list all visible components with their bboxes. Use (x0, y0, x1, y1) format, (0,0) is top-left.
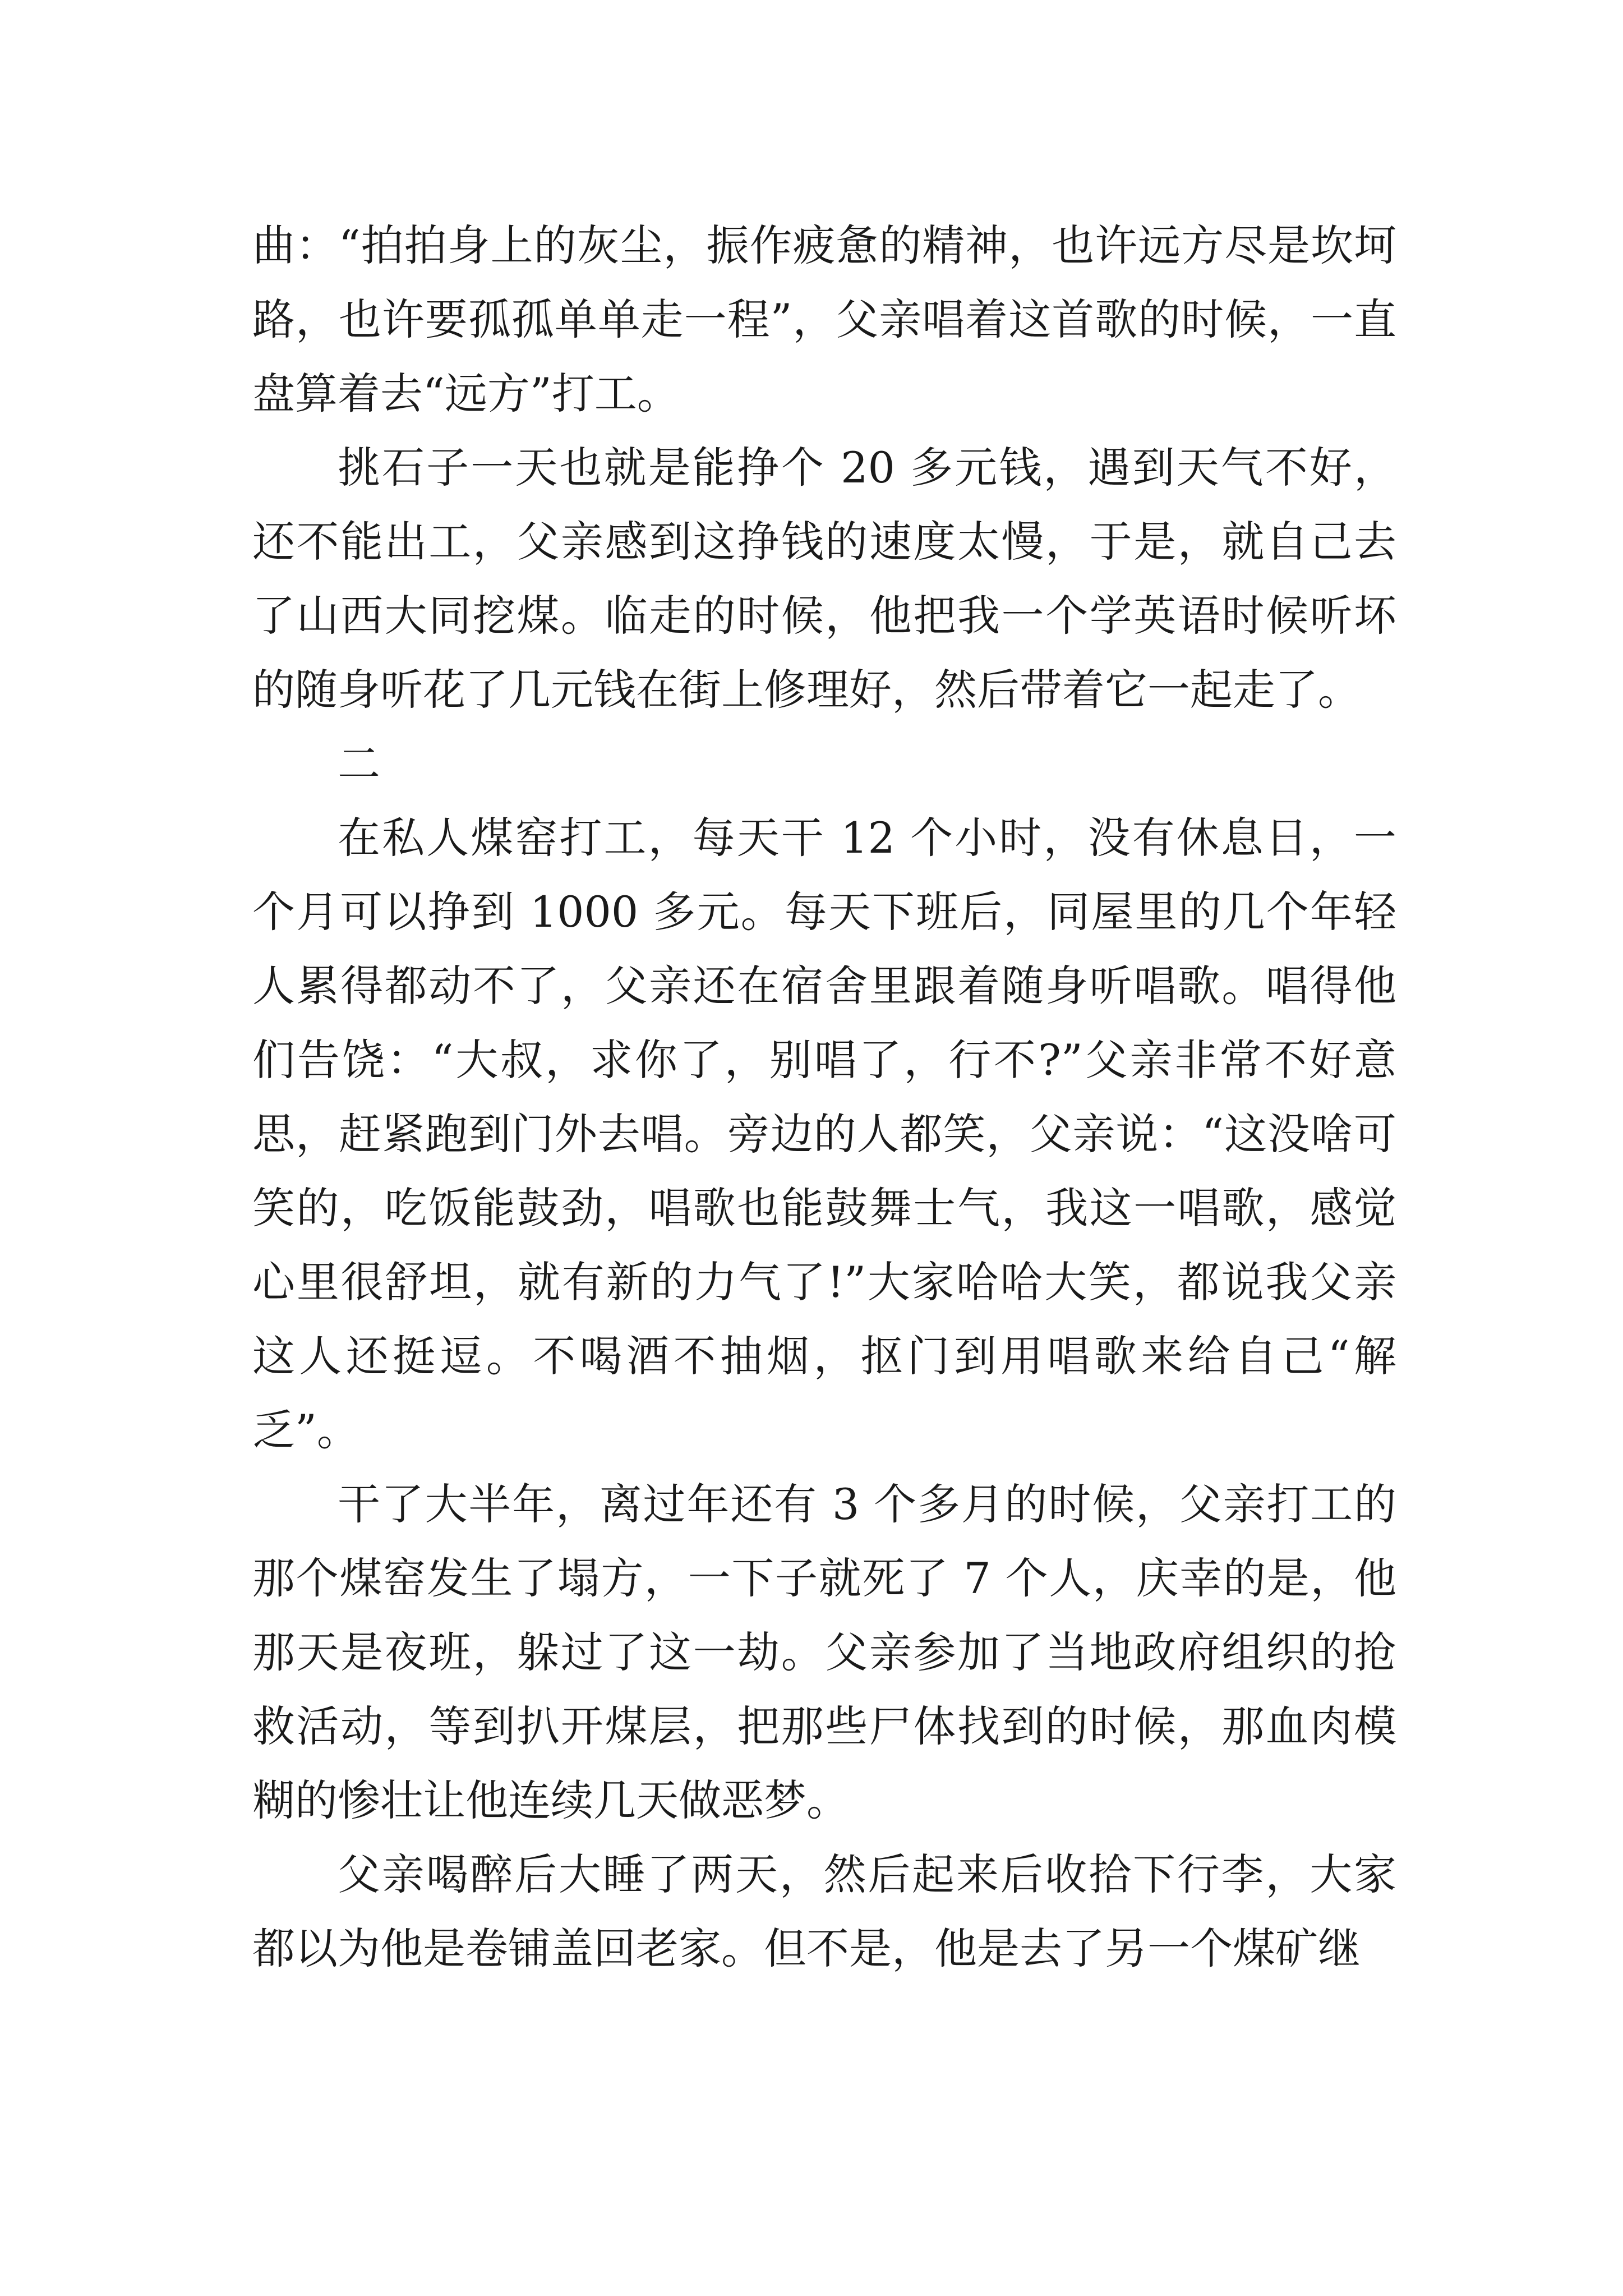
paragraph: 父亲喝醉后大睡了两天，然后起来后收拾下行李，大家都以为他是卷铺盖回老家。但不是，他是去了另一个煤矿继 (252, 1849, 1396, 1973)
paragraph: 在私人煤窑打工，每天干 12 个小时，没有休息日，一个月可以挣到 1000 多元。每天下班后，同屋里的几个年轻人累得都动不了，父亲还在宿舍里跟着随身听唱歌。唱得他们告饶：“大叔，求你了，别唱了，行不?”父亲非常不好意思，赶紧跑到门外去唱。旁边的人都笑，父亲说：“这没啥可笑的，吃饭能鼓劲，唱歌也能鼓舞士气，我这一唱歌，感觉心里很舒坦，就有新的力气了!”大家哈哈大笑，都说我父亲这人还挺逗。不喝酒不抽烟，抠门到用唱歌来给自己“解乏”。 (252, 813, 1396, 1455)
paragraph-continuation: 曲：“拍拍身上的灰尘，振作疲惫的精神，也许远方尽是坎坷路，也许要孤孤单单走一程”，父亲唱着这首歌的时候，一直盘算着去“远方”打工。 (252, 220, 1396, 418)
body-text (252, 209, 1396, 1986)
paragraph: 挑石子一天也就是能挣个 20 多元钱，遇到天气不好，还不能出工，父亲感到这挣钱的速度太慢，于是，就自己去了山西大同挖煤。临走的时候，他把我一个学英语时候听坏的随身听花了几元钱在街上修理好，然后带着它一起走了。 (252, 443, 1396, 715)
paragraph: 干了大半年，离过年还有 3 个多月的时候，父亲打工的那个煤窑发生了塌方，一下子就死了 7 个人，庆幸的是，他那天是夜班，躲过了这一劫。父亲参加了当地政府组织的抢救活动，等到扒开煤层，把那些尸体找到的时候，那血肉模糊的惨壮让他连续几天做恶梦。 (252, 1479, 1396, 1825)
section-number: 二 (338, 739, 380, 789)
